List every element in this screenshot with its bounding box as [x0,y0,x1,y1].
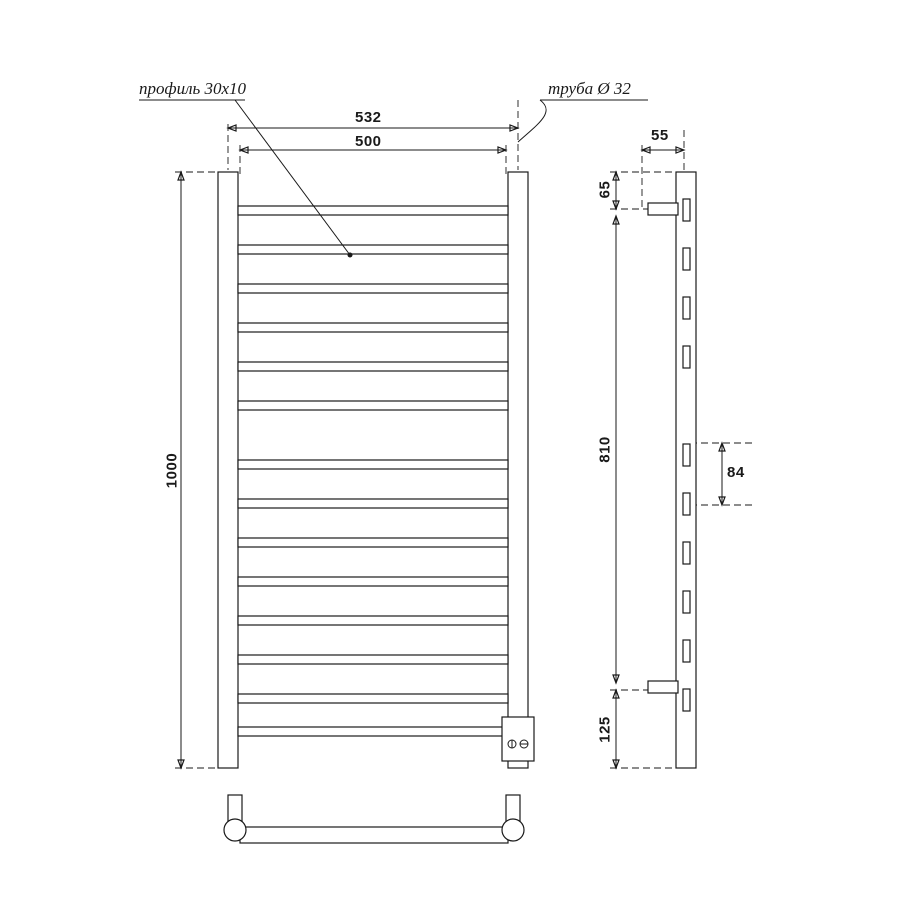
callout-pipe-label: труба Ø 32 [548,79,631,98]
control-box [502,717,534,761]
callout-leader-pipe [518,100,648,142]
dim-1000-label: 1000 [163,452,181,489]
front-rungs [238,206,508,736]
side-brackets [648,203,678,693]
dim-810-label: 810 [596,436,614,463]
callout-profile-label: профиль 30x10 [139,79,247,98]
dim-532-label: 532 [355,109,382,126]
dim-125-label: 125 [596,716,614,743]
dim-500-label: 500 [355,133,382,150]
dim-810-line [610,216,648,690]
bottom-view [224,795,524,843]
dim-55-label: 55 [651,127,669,144]
callout-leader-profile [139,100,353,258]
dim-84-label: 84 [727,464,745,481]
left-post [218,172,238,768]
dim-125-line [610,690,678,768]
right-post [508,172,528,768]
dim-65-label: 65 [596,180,614,199]
